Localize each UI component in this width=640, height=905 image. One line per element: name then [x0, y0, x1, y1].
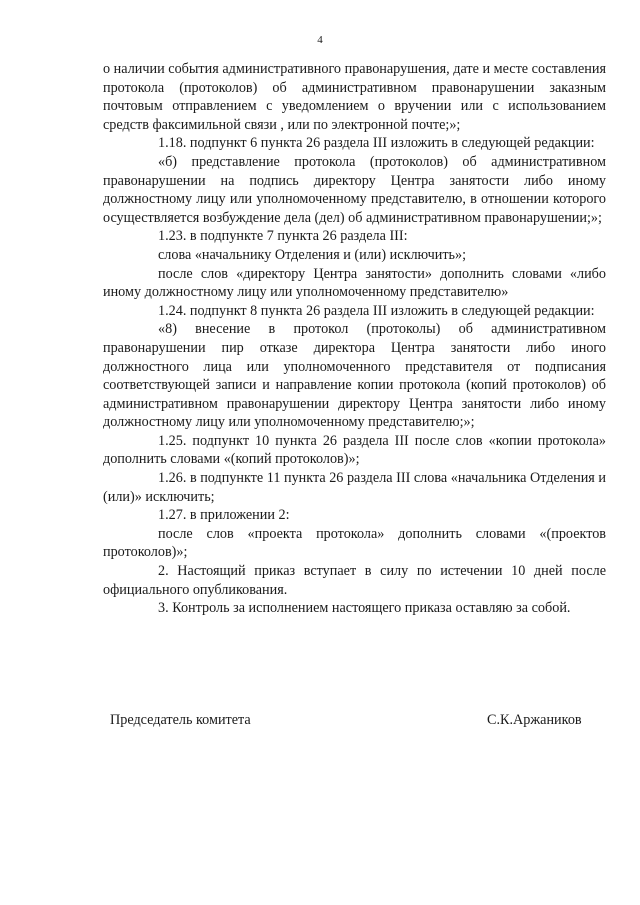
paragraph-item-1-27: 1.27. в приложении 2: [158, 507, 290, 524]
paragraph-item-3: 3. Контроль за исполнением настоящего приказа оставляю за собой. [158, 600, 571, 617]
paragraph-quote-8: «8) внесение в протокол (протоколы) об административном правонарушении пир отказе директора Центра занятости либо иного должностного лица или уполномоченного представителя от подписания соответствующей записи и направление копии протокола (копий протоколов) об административном правонарушении директору Центра занятости либо иному должностному лицу или уполномоченному представителю;»; [103, 321, 606, 431]
document-body [103, 60, 606, 618]
paragraph-item-1-18: 1.18. подпункт 6 пункта 26 раздела III изложить в следующей редакции: [158, 135, 595, 152]
signatory-title: Председатель комитета [110, 712, 251, 728]
paragraph-continuation: о наличии события административного правонарушения, дате и месте составления протокола (протоколов) об административном правонарушении заказным почтовым отправлением с уведомлением о вручении или с использованием средств факсимильной связи , или по электронной почте;»; [103, 61, 606, 133]
paragraph-item-1-23: 1.23. в подпункте 7 пункта 26 раздела III: [158, 228, 408, 245]
paragraph-item-1-24: 1.24. подпункт 8 пункта 26 раздела III изложить в следующей редакции: [158, 302, 595, 319]
paragraph-quote-b: «б) представление протокола (протоколов) об административном правонарушении на подпись директору Центра занятости либо иному должностному лицу или уполномоченному представителю, в отношении которого осуществляется возбуждение дела (дел) об административном правонарушении;»; [103, 153, 606, 226]
paragraph-item-1-26: 1.26. в подпункте 11 пункта 26 раздела III слова «начальника Отделения и (или)» исключить; [103, 470, 606, 505]
paragraph-words-removal: слова «начальнику Отделения и (или) исключить»; [158, 246, 467, 263]
paragraph-item-2: 2. Настоящий приказ вступает в силу по истечении 10 дней после официального опубликования. [103, 563, 606, 598]
paragraph-appendix-change: после слов «проекта протокола» дополнить словами «(проектов протоколов)»; [103, 525, 606, 561]
page-number: 4 [317, 34, 323, 46]
paragraph-words-addition: после слов «директору Центра занятости» дополнить словами «либо иному должностному лицу или уполномоченному представителю» [103, 265, 606, 301]
signatory-name: С.К.Аржаников [487, 712, 582, 728]
paragraph-item-1-25: 1.25. подпункт 10 пункта 26 раздела III после слов «копии протокола» дополнить словами «(копий протоколов)»; [103, 432, 606, 468]
